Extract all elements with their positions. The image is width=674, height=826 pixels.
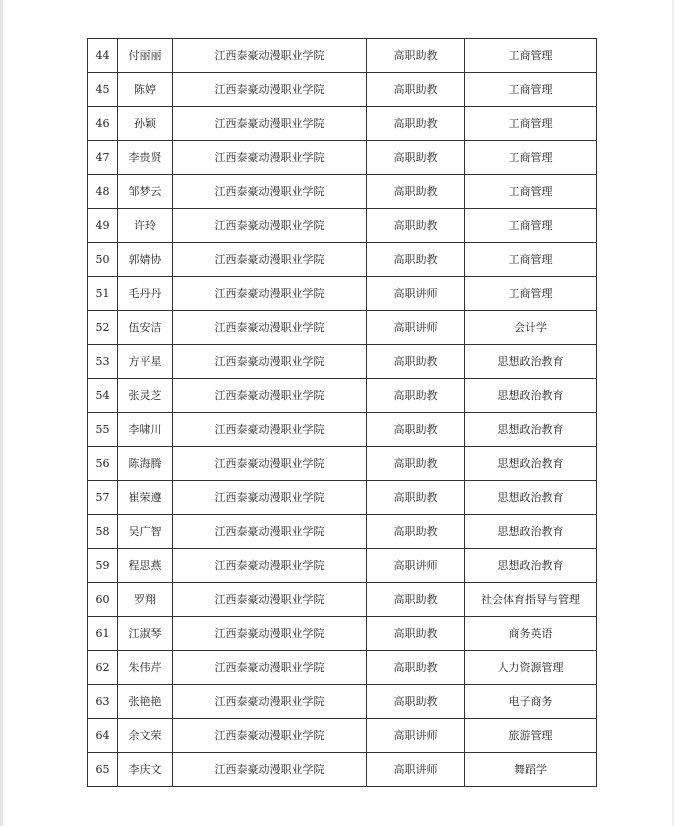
major-cell: 会计学 <box>465 311 597 345</box>
title-cell: 高职助教 <box>367 345 465 379</box>
major-cell: 舞蹈学 <box>465 753 597 787</box>
table-row <box>88 243 597 277</box>
school-cell: 江西泰豪动漫职业学院 <box>173 447 367 481</box>
table-row <box>88 515 597 549</box>
title-cell: 高职助教 <box>367 481 465 515</box>
school-cell: 江西泰豪动漫职业学院 <box>173 583 367 617</box>
table-row <box>88 311 597 345</box>
title-cell: 高职助教 <box>367 379 465 413</box>
major-cell: 工商管理 <box>465 39 597 73</box>
title-cell: 高职讲师 <box>367 277 465 311</box>
table-row <box>88 277 597 311</box>
page-edge-left <box>0 0 3 826</box>
school-cell: 江西泰豪动漫职业学院 <box>173 549 367 583</box>
name-cell: 余文荣 <box>118 719 173 753</box>
table-row <box>88 753 597 787</box>
title-cell: 高职助教 <box>367 447 465 481</box>
row-number-cell: 63 <box>88 685 118 719</box>
school-cell: 江西泰豪动漫职业学院 <box>173 685 367 719</box>
name-cell: 崔荣遵 <box>118 481 173 515</box>
row-number-cell: 60 <box>88 583 118 617</box>
school-cell: 江西泰豪动漫职业学院 <box>173 379 367 413</box>
school-cell: 江西泰豪动漫职业学院 <box>173 73 367 107</box>
row-number-cell: 49 <box>88 209 118 243</box>
title-cell: 高职助教 <box>367 651 465 685</box>
row-number-cell: 54 <box>88 379 118 413</box>
major-cell: 工商管理 <box>465 175 597 209</box>
name-cell: 朱伟芹 <box>118 651 173 685</box>
major-cell: 人力资源管理 <box>465 651 597 685</box>
table-row <box>88 617 597 651</box>
table-row <box>88 73 597 107</box>
title-cell: 高职助教 <box>367 583 465 617</box>
table-row <box>88 39 597 73</box>
name-cell: 李庆文 <box>118 753 173 787</box>
major-cell: 工商管理 <box>465 277 597 311</box>
major-cell: 商务英语 <box>465 617 597 651</box>
table-row <box>88 345 597 379</box>
major-cell: 思想政治教育 <box>465 549 597 583</box>
major-cell: 工商管理 <box>465 209 597 243</box>
row-number-cell: 56 <box>88 447 118 481</box>
major-cell: 思想政治教育 <box>465 447 597 481</box>
name-cell: 毛丹丹 <box>118 277 173 311</box>
row-number-cell: 52 <box>88 311 118 345</box>
major-cell: 工商管理 <box>465 73 597 107</box>
major-cell: 社会体育指导与管理 <box>465 583 597 617</box>
table-row <box>88 107 597 141</box>
major-cell: 电子商务 <box>465 685 597 719</box>
school-cell: 江西泰豪动漫职业学院 <box>173 515 367 549</box>
name-cell: 郭婧协 <box>118 243 173 277</box>
title-cell: 高职讲师 <box>367 753 465 787</box>
name-cell: 罗翔 <box>118 583 173 617</box>
title-cell: 高职助教 <box>367 413 465 447</box>
title-cell: 高职助教 <box>367 39 465 73</box>
title-cell: 高职助教 <box>367 209 465 243</box>
row-number-cell: 50 <box>88 243 118 277</box>
name-cell: 张艳艳 <box>118 685 173 719</box>
title-cell: 高职助教 <box>367 141 465 175</box>
name-cell: 江淑琴 <box>118 617 173 651</box>
major-cell: 工商管理 <box>465 141 597 175</box>
school-cell: 江西泰豪动漫职业学院 <box>173 345 367 379</box>
school-cell: 江西泰豪动漫职业学院 <box>173 753 367 787</box>
name-cell: 邹梦云 <box>118 175 173 209</box>
row-number-cell: 62 <box>88 651 118 685</box>
name-cell: 李啸川 <box>118 413 173 447</box>
school-cell: 江西泰豪动漫职业学院 <box>173 311 367 345</box>
name-cell: 伍安洁 <box>118 311 173 345</box>
title-cell: 高职助教 <box>367 175 465 209</box>
table-row <box>88 583 597 617</box>
table-row <box>88 549 597 583</box>
title-cell: 高职讲师 <box>367 311 465 345</box>
school-cell: 江西泰豪动漫职业学院 <box>173 413 367 447</box>
row-number-cell: 45 <box>88 73 118 107</box>
table-row <box>88 685 597 719</box>
table-row <box>88 175 597 209</box>
name-cell: 方平星 <box>118 345 173 379</box>
roster-body <box>88 39 597 787</box>
row-number-cell: 58 <box>88 515 118 549</box>
name-cell: 张灵芝 <box>118 379 173 413</box>
major-cell: 思想政治教育 <box>465 379 597 413</box>
major-cell: 思想政治教育 <box>465 481 597 515</box>
row-number-cell: 47 <box>88 141 118 175</box>
major-cell: 思想政治教育 <box>465 413 597 447</box>
major-cell: 工商管理 <box>465 243 597 277</box>
table-row <box>88 651 597 685</box>
name-cell: 许玲 <box>118 209 173 243</box>
major-cell: 工商管理 <box>465 107 597 141</box>
school-cell: 江西泰豪动漫职业学院 <box>173 651 367 685</box>
school-cell: 江西泰豪动漫职业学院 <box>173 481 367 515</box>
school-cell: 江西泰豪动漫职业学院 <box>173 175 367 209</box>
title-cell: 高职助教 <box>367 243 465 277</box>
school-cell: 江西泰豪动漫职业学院 <box>173 39 367 73</box>
row-number-cell: 64 <box>88 719 118 753</box>
name-cell: 李贵贤 <box>118 141 173 175</box>
school-cell: 江西泰豪动漫职业学院 <box>173 141 367 175</box>
school-cell: 江西泰豪动漫职业学院 <box>173 617 367 651</box>
school-cell: 江西泰豪动漫职业学院 <box>173 277 367 311</box>
row-number-cell: 61 <box>88 617 118 651</box>
table-row <box>88 481 597 515</box>
name-cell: 陈婷 <box>118 73 173 107</box>
row-number-cell: 53 <box>88 345 118 379</box>
row-number-cell: 59 <box>88 549 118 583</box>
major-cell: 思想政治教育 <box>465 345 597 379</box>
title-cell: 高职讲师 <box>367 549 465 583</box>
table-row <box>88 141 597 175</box>
row-number-cell: 55 <box>88 413 118 447</box>
row-number-cell: 46 <box>88 107 118 141</box>
row-number-cell: 51 <box>88 277 118 311</box>
row-number-cell: 48 <box>88 175 118 209</box>
name-cell: 吴广智 <box>118 515 173 549</box>
title-cell: 高职助教 <box>367 685 465 719</box>
title-cell: 高职助教 <box>367 617 465 651</box>
staff-roster-table <box>87 38 597 787</box>
title-cell: 高职助教 <box>367 73 465 107</box>
name-cell: 程思燕 <box>118 549 173 583</box>
name-cell: 陈海腾 <box>118 447 173 481</box>
table-row <box>88 447 597 481</box>
school-cell: 江西泰豪动漫职业学院 <box>173 719 367 753</box>
table-row <box>88 413 597 447</box>
row-number-cell: 65 <box>88 753 118 787</box>
school-cell: 江西泰豪动漫职业学院 <box>173 107 367 141</box>
school-cell: 江西泰豪动漫职业学院 <box>173 209 367 243</box>
table-row <box>88 719 597 753</box>
name-cell: 孙颖 <box>118 107 173 141</box>
table-row <box>88 379 597 413</box>
school-cell: 江西泰豪动漫职业学院 <box>173 243 367 277</box>
major-cell: 思想政治教育 <box>465 515 597 549</box>
table-row <box>88 209 597 243</box>
major-cell: 旅游管理 <box>465 719 597 753</box>
title-cell: 高职讲师 <box>367 719 465 753</box>
row-number-cell: 44 <box>88 39 118 73</box>
title-cell: 高职助教 <box>367 107 465 141</box>
name-cell: 付丽丽 <box>118 39 173 73</box>
row-number-cell: 57 <box>88 481 118 515</box>
title-cell: 高职助教 <box>367 515 465 549</box>
